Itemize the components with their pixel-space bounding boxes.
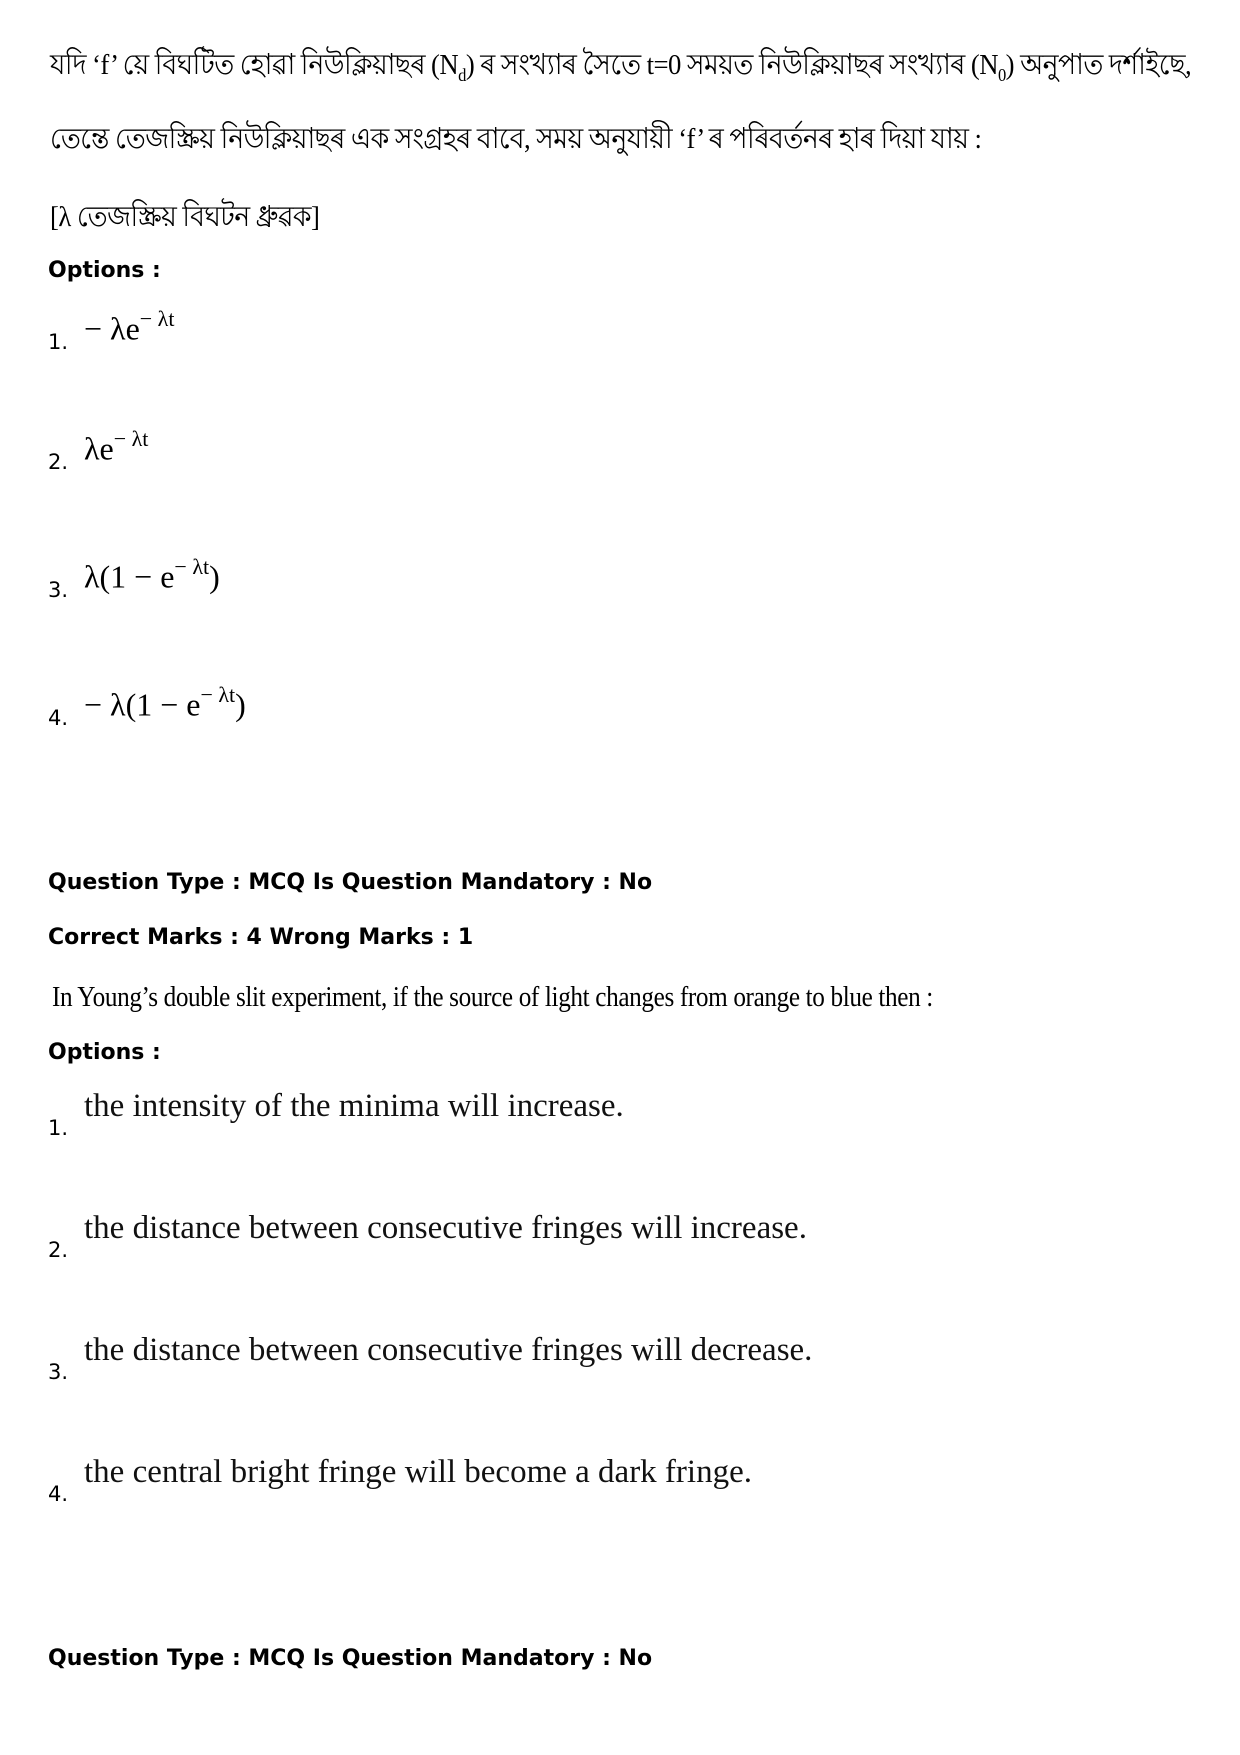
- q2-text: In Young’s double slit experiment, if the source of light changes from orange to blue then :: [52, 982, 933, 1013]
- q1-options-label: Options :: [48, 258, 161, 283]
- q1-question-type: Question Type : MCQ Is Question Mandatory : No: [48, 870, 653, 895]
- q1-text-line-2: তেন্তে তেজস্ক্ৰিয় নিউক্লিয়াছৰ এক সংগ্ৰহৰ বাবে, সময় অনুযায়ী ‘f’ ৰ পৰিবৰ্তনৰ হাৰ দিয়া যায় :: [50, 123, 982, 155]
- q1-text-line-1: যদি ‘f’ য়ে বিঘটিত হোৱা নিউক্লিয়াছৰ $(N_d)$ ৰ সংখ্যাৰ সৈতে t=0 সময়ত নিউক্লিয়াছৰ সংখ্যাৰ $(N_0)$ অনুপাত দৰ্শাইছে,: [50, 49, 1192, 85]
- q2-options-label: Options :: [48, 1040, 161, 1065]
- q1-text-line-3: [λ তেজস্ক্ৰিয় বিঘটন ধ্ৰুৱক]: [50, 201, 320, 233]
- q2-question-type: Question Type : MCQ Is Question Mandatory : No: [48, 1646, 653, 1671]
- q1-marks: Correct Marks : 4 Wrong Marks : 1: [48, 925, 474, 950]
